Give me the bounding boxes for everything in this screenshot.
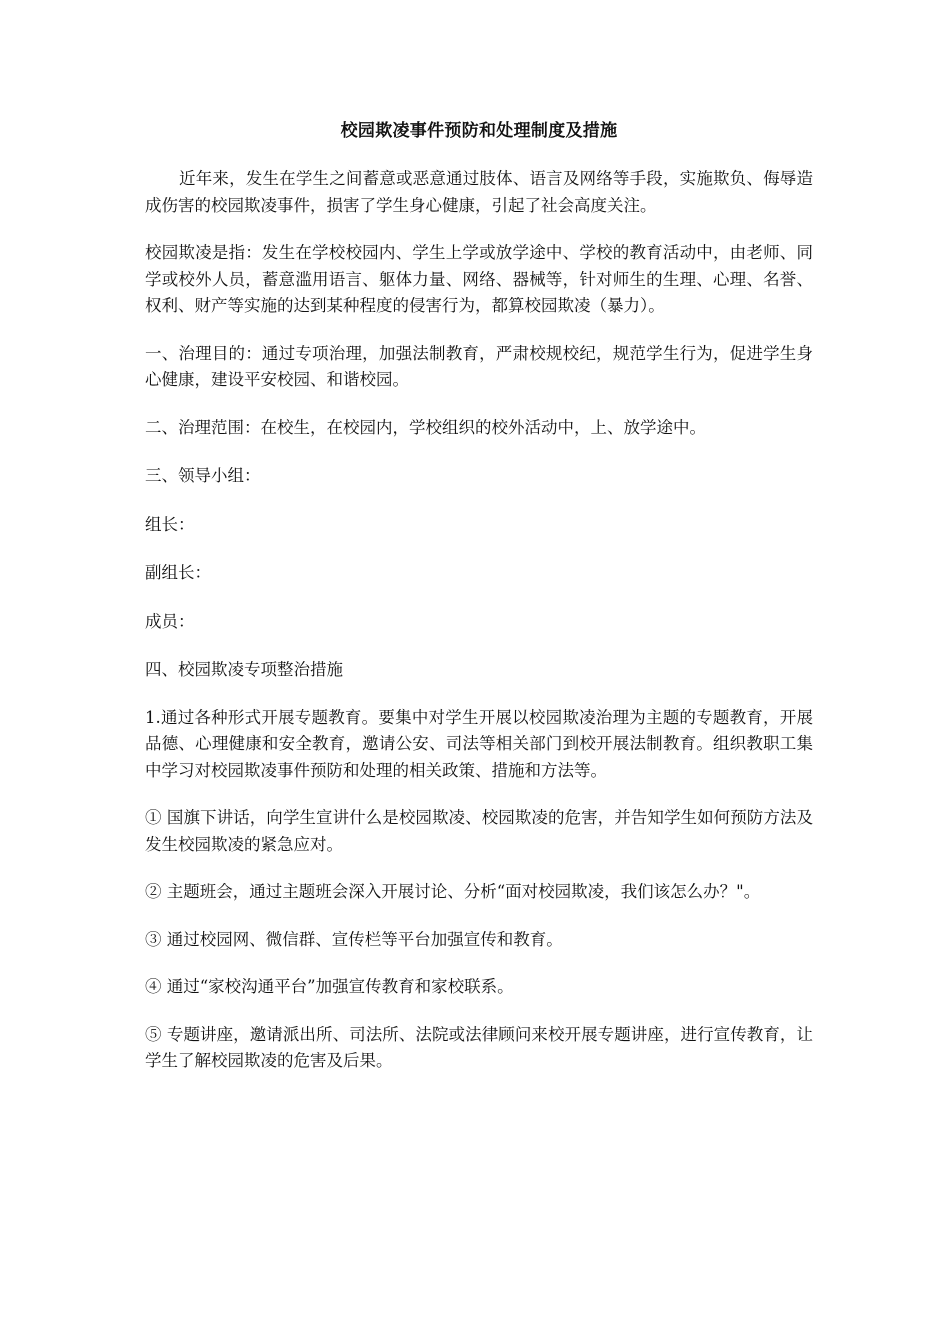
list-item-lectures: ⑤ 专题讲座，邀请派出所、司法所、法院或法律顾问来校开展专题讲座，进行宣传教育，让学生了解校园欺凌的危害及后果。: [145, 1024, 813, 1070]
intro-paragraph: 近年来，发生在学生之间蓄意或恶意通过肢体、语言及网络等手段，实施欺负、侮辱造成伤害的校园欺凌事件，损害了学生身心健康，引起了社会高度关注。: [145, 169, 813, 215]
list-item-flag-speech: ① 国旗下讲话，向学生宣讲什么是校园欺凌、校园欺凌的危害，并告知学生如何预防方法及发生校园欺凌的紧急应对。: [145, 808, 813, 854]
list-item-class-meeting: ② 主题班会，通过主题班会深入开展讨论、分析“面对校园欺凌，我们该怎么办？"。: [145, 882, 761, 901]
definition-paragraph: 校园欺凌是指：发生在学校校园内、学生上学或放学途中、学校的教育活动中，由老师、同学或校外人员，蓄意滥用语言、躯体力量、网络、器械等，针对师生的生理、心理、名誉、权利、财产等实施的达到某种程度的侵害行为，都算校园欺凌（暴力）。: [145, 243, 813, 315]
document-title: 校园欺凌事件预防和处理制度及措施: [340, 121, 618, 141]
deputy-leader-line: 副组长：: [145, 563, 211, 582]
section-measures: 四、校园欺凌专项整治措施: [145, 660, 343, 679]
measure-1-paragraph: 1.通过各种形式开展专题教育。要集中对学生开展以校园欺凌治理为主题的专题教育，开展品德、心理健康和安全教育，邀请公安、司法等相关部门到校开展法制教育。组织教职工集中学习对校园欺凌事件预防和处理的相关政策、措施和方法等。: [145, 707, 813, 780]
leader-line: 组长：: [145, 514, 195, 534]
list-item-platforms: ③ 通过校园网、微信群、宣传栏等平台加强宣传和教育。: [145, 929, 563, 949]
members-line: 成员：: [145, 611, 195, 631]
document-page: [145, 118, 813, 1096]
section-scope: 二、治理范围：在校生，在校园内，学校组织的校外活动中，上、放学途中。: [145, 417, 706, 437]
list-item-home-school: ④ 通过“家校沟通平台”加强宣传教育和家校联系。: [145, 977, 514, 996]
section-purpose: 一、治理目的：通过专项治理，加强法制教育，严肃校规校纪，规范学生行为，促进学生身心健康，建设平安校园、和谐校园。: [145, 343, 813, 389]
section-leadership: 三、领导小组：: [145, 466, 261, 485]
